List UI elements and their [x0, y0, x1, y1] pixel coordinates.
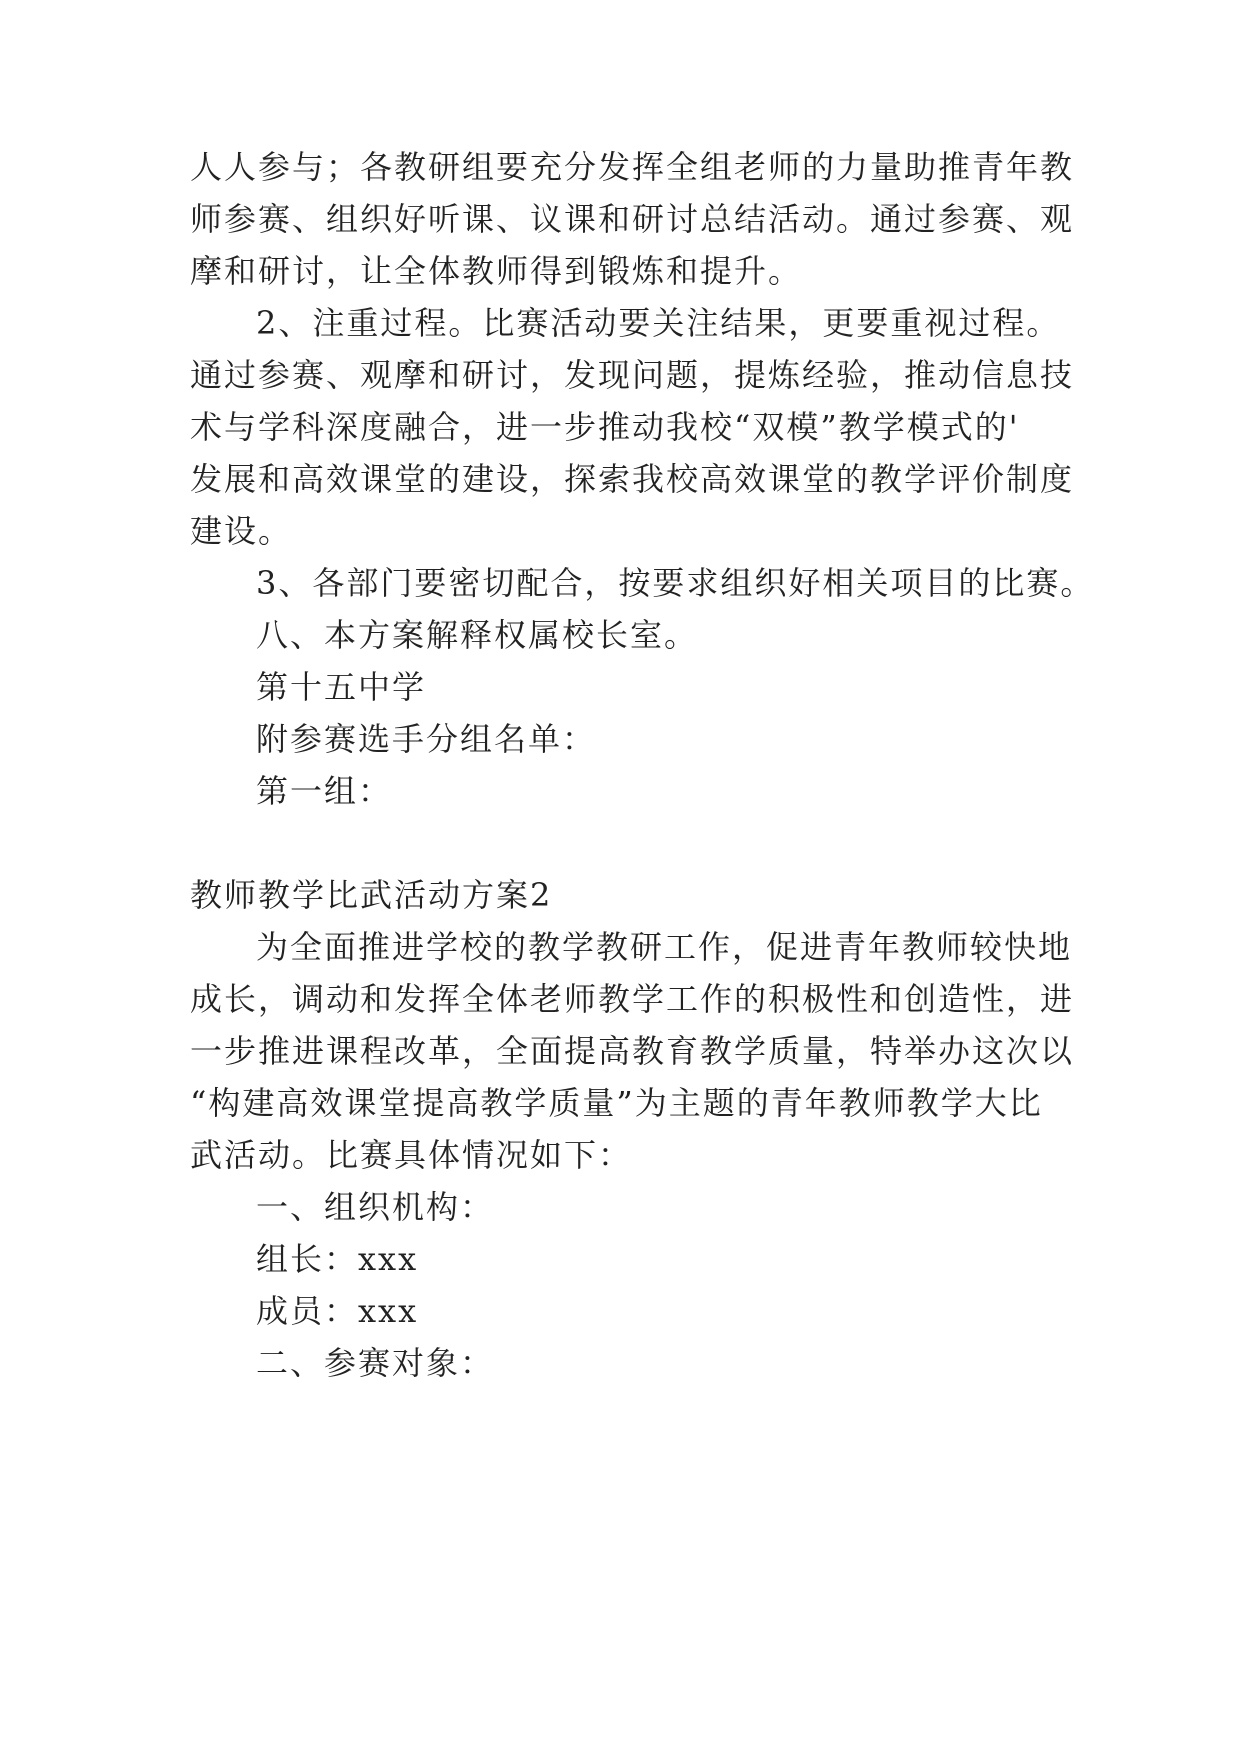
- paragraph-line: 2、注重过程。比赛活动要关注结果，更要重视过程。: [256, 304, 1061, 342]
- paragraph-line: “构建高效课堂提高教学质量”为主题的青年教师教学大比: [190, 1084, 1043, 1122]
- appendix-heading: 附参赛选手分组名单：: [256, 720, 597, 758]
- paragraph-line: 成长，调动和发挥全体老师教学工作的积极性和创造性，进: [190, 980, 1075, 1018]
- paragraph-line: 一步推进课程改革，全面提高教育教学质量，特举办这次以: [190, 1032, 1075, 1070]
- participants-heading: 二、参赛对象：: [256, 1344, 495, 1382]
- paragraph-line: 术与学科深度融合，进一步推动我校“双模”教学模式的': [190, 408, 1020, 446]
- paragraph-line: 3、各部门要密切配合，按要求组织好相关项目的比赛。: [256, 564, 1095, 602]
- school-name: 第十五中学: [256, 668, 427, 706]
- members-line: 成员：xxx: [256, 1292, 419, 1330]
- paragraph-line: 八、本方案解释权属校长室。: [256, 616, 699, 654]
- section-title: 教师教学比武活动方案2: [190, 876, 553, 914]
- paragraph-line: 摩和研讨，让全体教师得到锻炼和提升。: [190, 252, 803, 290]
- paragraph-line: 发展和高效课堂的建设，探索我校高效课堂的教学评价制度: [190, 460, 1075, 498]
- paragraph-line: 建设。: [190, 512, 293, 550]
- org-heading: 一、组织机构：: [256, 1188, 495, 1226]
- paragraph-line: 武活动。比赛具体情况如下：: [190, 1136, 633, 1174]
- paragraph-line: 为全面推进学校的教学教研工作，促进青年教师较快地: [256, 928, 1073, 966]
- group-label: 第一组：: [256, 772, 393, 810]
- paragraph-line: 师参赛、组织好听课、议课和研讨总结活动。通过参赛、观: [190, 200, 1075, 238]
- leader-line: 组长：xxx: [256, 1240, 419, 1278]
- paragraph-line: 人人参与；各教研组要充分发挥全组老师的力量助推青年教: [190, 148, 1075, 186]
- paragraph-line: 通过参赛、观摩和研讨，发现问题，提炼经验，推动信息技: [190, 356, 1075, 394]
